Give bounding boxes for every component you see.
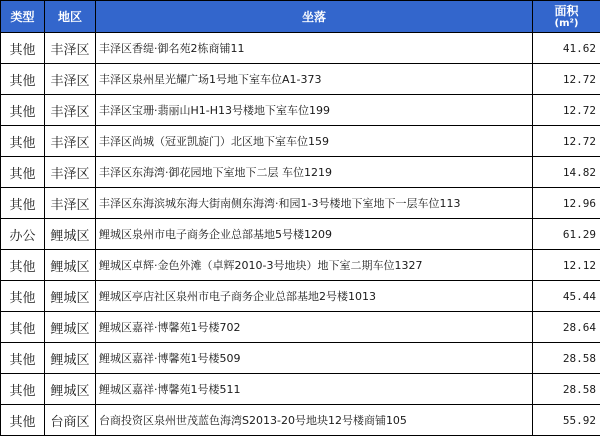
cell-area: 61.29 <box>533 219 600 250</box>
cell-address: 台商投资区泉州世茂蓝色海湾S2013-20号地块12号楼商铺105 <box>96 405 533 436</box>
cell-district: 丰泽区 <box>45 95 96 126</box>
header-type: 类型 <box>1 1 45 33</box>
table-row <box>1 64 600 95</box>
table-row <box>1 95 600 126</box>
cell-area: 41.62 <box>533 33 600 64</box>
header-area <box>533 1 600 33</box>
cell-district: 丰泽区 <box>45 157 96 188</box>
cell-type: 其他 <box>1 250 45 281</box>
cell-address: 丰泽区东海湾·御花园地下室地下二层 车位1219 <box>96 157 533 188</box>
cell-address: 丰泽区宝珊·翡丽山H1-H13号楼地下室车位199 <box>96 95 533 126</box>
cell-area: 55.92 <box>533 405 600 436</box>
cell-area: 45.44 <box>533 281 600 312</box>
cell-address: 鲤城区嘉祥·博馨苑1号楼509 <box>96 343 533 374</box>
cell-area: 28.58 <box>533 343 600 374</box>
cell-type: 其他 <box>1 126 45 157</box>
cell-district: 丰泽区 <box>45 126 96 157</box>
cell-type: 其他 <box>1 405 45 436</box>
table-row <box>1 343 600 374</box>
table-row <box>1 219 600 250</box>
cell-district: 台商区 <box>45 405 96 436</box>
header-area-label: 面积 <box>554 4 579 18</box>
table-row <box>1 312 600 343</box>
table-row <box>1 188 600 219</box>
cell-address: 丰泽区东海滨城东海大街南侧东海湾·和园1-3号楼地下室地下一层车位113 <box>96 188 533 219</box>
cell-district: 丰泽区 <box>45 33 96 64</box>
cell-type: 其他 <box>1 188 45 219</box>
cell-type: 其他 <box>1 343 45 374</box>
cell-district: 鲤城区 <box>45 250 96 281</box>
table-row <box>1 250 600 281</box>
cell-area: 28.58 <box>533 374 600 405</box>
cell-address: 鲤城区嘉祥·博馨苑1号楼702 <box>96 312 533 343</box>
cell-address: 丰泽区尚城（冠亚凯旋门）北区地下室车位159 <box>96 126 533 157</box>
cell-type: 其他 <box>1 157 45 188</box>
cell-area: 12.96 <box>533 188 600 219</box>
cell-type: 其他 <box>1 374 45 405</box>
cell-type: 其他 <box>1 64 45 95</box>
cell-area: 12.72 <box>533 95 600 126</box>
table-row <box>1 157 600 188</box>
cell-address: 鲤城区卓辉·金色外滩（卓辉2010-3号地块）地下室二期车位1327 <box>96 250 533 281</box>
cell-area: 28.64 <box>533 312 600 343</box>
cell-district: 鲤城区 <box>45 312 96 343</box>
header-area-unit: (m²) <box>554 18 579 29</box>
cell-district: 鲤城区 <box>45 281 96 312</box>
cell-district: 鲤城区 <box>45 343 96 374</box>
cell-area: 14.82 <box>533 157 600 188</box>
table-row <box>1 33 600 64</box>
cell-district: 丰泽区 <box>45 64 96 95</box>
header-address: 坐落 <box>96 1 533 33</box>
table-row <box>1 405 600 436</box>
cell-address: 丰泽区泉州星光耀广场1号地下室车位A1-373 <box>96 64 533 95</box>
header-district: 地区 <box>45 1 96 33</box>
cell-type: 其他 <box>1 95 45 126</box>
table-row <box>1 281 600 312</box>
table-row <box>1 126 600 157</box>
cell-address: 鲤城区亭店社区泉州市电子商务企业总部基地2号楼1013 <box>96 281 533 312</box>
cell-area: 12.72 <box>533 64 600 95</box>
cell-address: 丰泽区香缇·御名苑2栋商铺11 <box>96 33 533 64</box>
cell-type: 其他 <box>1 281 45 312</box>
cell-type: 其他 <box>1 33 45 64</box>
cell-district: 鲤城区 <box>45 374 96 405</box>
cell-address: 鲤城区泉州市电子商务企业总部基地5号楼1209 <box>96 219 533 250</box>
cell-area: 12.12 <box>533 250 600 281</box>
cell-area: 12.72 <box>533 126 600 157</box>
cell-district: 丰泽区 <box>45 188 96 219</box>
cell-address: 鲤城区嘉祥·博馨苑1号楼511 <box>96 374 533 405</box>
table-row <box>1 374 600 405</box>
header-row <box>1 1 600 33</box>
cell-type: 办公 <box>1 219 45 250</box>
cell-district: 鲤城区 <box>45 219 96 250</box>
cell-type: 其他 <box>1 312 45 343</box>
